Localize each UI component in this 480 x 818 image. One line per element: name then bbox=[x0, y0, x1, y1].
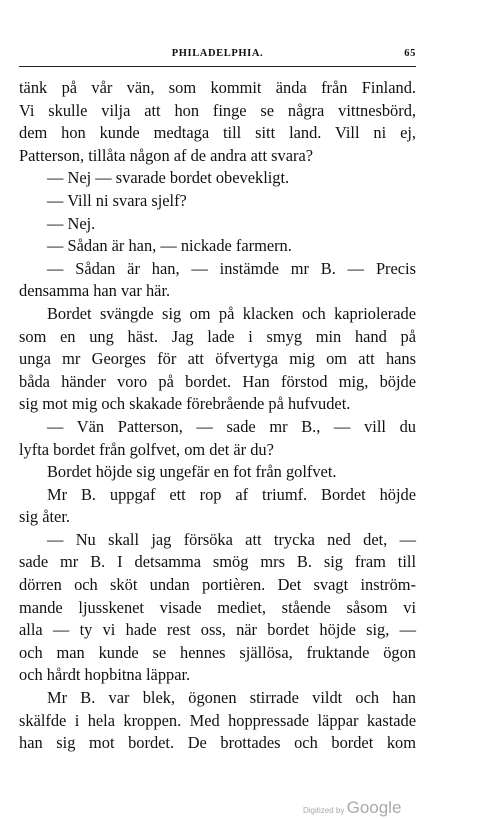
text-line: sig åter. bbox=[19, 507, 70, 527]
text-line: och hårdt hopbitna läppar. bbox=[19, 665, 191, 685]
text-line: mande ljusskenet visade mediet, stående såsom vi bbox=[19, 597, 416, 617]
text-line: — Vill ni svara sjelf? bbox=[47, 190, 187, 210]
text-line: densamma han var här. bbox=[19, 281, 171, 301]
digitized-watermark bbox=[303, 798, 401, 818]
text-line: — Nu skall jag försöka att trycka ned det, — bbox=[47, 529, 416, 549]
text-line: som en ung häst. Jag lade i smyg min hand på bbox=[19, 326, 416, 346]
text-line: och man kunde se hennes själlösa, fruktande ögon bbox=[19, 642, 416, 662]
running-header bbox=[19, 48, 416, 64]
text-line: båda händer voro på bordet. Han förstod mig, böjde bbox=[19, 371, 416, 391]
text-line: Bordet svängde sig om på klacken och kapriolerade bbox=[47, 303, 416, 323]
text-line: Mr B. uppgaf ett rop af triumf. Bordet höjde bbox=[47, 484, 416, 504]
google-wordmark: Google bbox=[346, 798, 402, 817]
text-line: lyfta bordet från golfvet, om det är du? bbox=[19, 439, 274, 459]
text-line: sig mot mig och skakade förebrående på hufvudet. bbox=[19, 394, 351, 414]
text-line: Bordet höjde sig ungefär en fot från golfvet. bbox=[47, 462, 337, 482]
text-line: sade mr B. I detsamma smög mrs B. sig fram till bbox=[19, 552, 416, 572]
text-line: alla — ty vi hade rest oss, när bordet höjde sig, — bbox=[19, 620, 416, 640]
body-text bbox=[19, 77, 416, 755]
text-line: dörren och sköt undan portièren. Det svagt inström- bbox=[19, 575, 416, 595]
header-rule bbox=[19, 66, 416, 67]
text-line: Patterson, tillåta någon af de andra att svara? bbox=[19, 145, 313, 165]
text-line: unga mr Georges för att öfvertyga mig om att hans bbox=[19, 349, 416, 369]
text-line: Vi skulle vilja att hon finge se några vittnesbörd, bbox=[19, 100, 416, 120]
text-line: Mr B. var blek, ögonen stirrade vildt och han bbox=[47, 688, 416, 708]
text-line: dem hon kunde medtaga till sitt land. Vill ni ej, bbox=[19, 123, 416, 143]
digitized-by-label: Digitized by bbox=[303, 806, 345, 815]
text-line: — Sådan är han, — nickade farmern. bbox=[47, 236, 292, 256]
text-line: — Nej. bbox=[47, 213, 96, 233]
page-number: 65 bbox=[404, 48, 416, 59]
text-line: tänk på vår vän, som kommit ända från Finland. bbox=[19, 78, 416, 97]
text-line: — Sådan är han, — instämde mr B. — Precis bbox=[47, 258, 416, 278]
text-line: skälfde i hela kroppen. Med hoppressade läppar kastade bbox=[19, 710, 416, 730]
text-line: han sig mot bordet. De brottades och bordet kom bbox=[19, 733, 416, 753]
text-line: — Vän Patterson, — sade mr B., — vill du bbox=[47, 416, 416, 436]
text-line: — Nej — svarade bordet obevekligt. bbox=[47, 168, 290, 188]
running-title: PHILADELPHIA. bbox=[171, 48, 264, 59]
